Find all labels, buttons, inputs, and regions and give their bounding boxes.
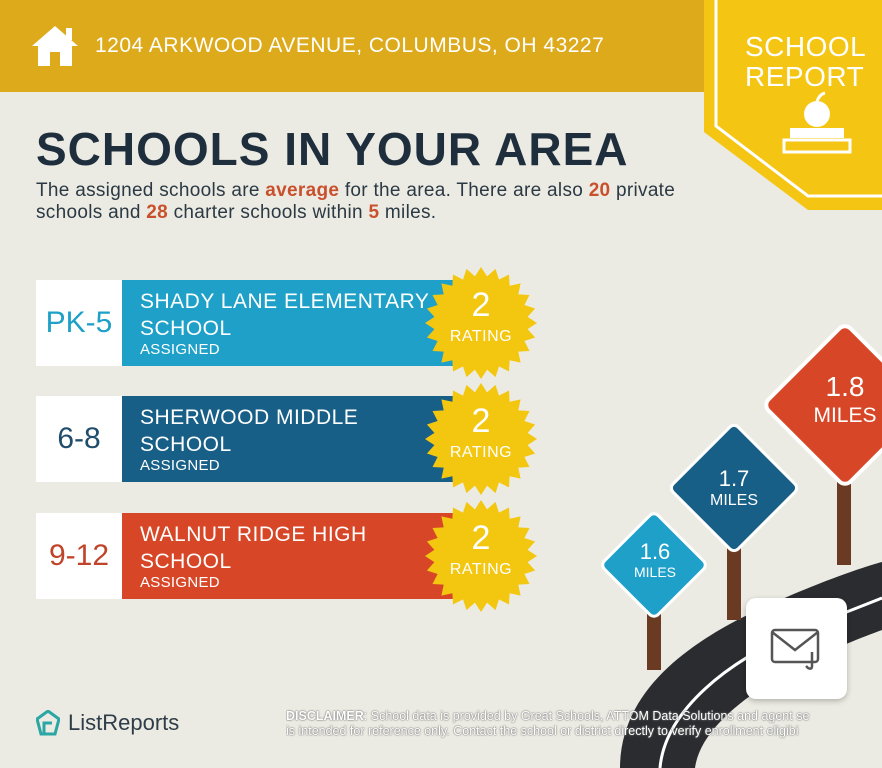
distance-label [694,466,774,510]
listreports-logo[interactable] [36,710,179,736]
charter-count: 28 [146,202,169,223]
disclaimer-label: DISCLAIMER [286,709,364,723]
property-address: 1204 ARKWOOD AVENUE, COLUMBUS, OH 43227 [95,34,605,57]
rating-value: 2 [471,402,491,440]
distance-label [800,370,882,428]
distance-value: 1.8 [825,371,865,402]
school-info [122,513,456,599]
school-info [122,396,456,482]
school-name: SHADY LANE ELEMENTARY SCHOOL [140,290,430,340]
school-status: ASSIGNED [140,457,220,474]
school-status: ASSIGNED [140,341,220,358]
school-row [36,280,456,366]
intro-part-3: private schools and [36,180,676,223]
logo-text: ListReports [68,710,180,735]
intro-part-4: charter schools within [168,202,369,223]
badge-line-1: SCHOOL [745,31,867,62]
mail-button[interactable] [746,598,847,699]
distance-unit: MILES [813,404,877,427]
rating-word: average [265,180,340,201]
grade-range-text: PK-5 [45,306,113,339]
disclaimer-line-2: is intended for reference only. Contact the school or district directly to verify enrollment eligibi [286,724,799,738]
school-name: SHERWOOD MIDDLE SCHOOL [140,406,359,456]
disclaimer-line-1: : School data is provided by Great Schools, ATTOM Data Solutions and agent se [363,709,810,723]
grade-range-text: 9-12 [48,539,110,572]
home-icon [30,24,80,68]
badge-line-2: REPORT [745,61,865,92]
grade-range [36,280,122,366]
rating-seal [424,382,538,496]
disclaimer [286,709,882,743]
rating-label: RATING [449,561,513,578]
intro-part-1: The assigned schools are [36,180,266,201]
intro-text [36,180,716,224]
mail-icon [770,628,824,670]
distance-unit: MILES [709,492,758,509]
rating-seal [424,499,538,613]
rating-value: 2 [471,286,491,324]
rating-label: RATING [449,328,513,345]
distance-unit: MILES [633,564,676,580]
listreports-logo-icon [36,710,60,736]
grade-range [36,513,122,599]
badge-label [745,32,882,92]
distance-value: 1.6 [639,539,671,564]
intro-part-5: miles. [379,202,437,223]
school-row [36,396,456,482]
intro-part-2: for the area. There are also [339,180,589,201]
grade-range-text: 6-8 [57,422,101,455]
rating-label: RATING [449,444,513,461]
school-status: ASSIGNED [140,574,220,591]
distance-label [619,540,691,580]
private-count: 20 [588,180,611,201]
school-name: WALNUT RIDGE HIGH SCHOOL [140,523,367,573]
page-title: SCHOOLS IN YOUR AREA [36,123,629,175]
rating-value: 2 [471,519,491,557]
rating-seal [424,266,538,380]
school-row [36,513,456,599]
radius-value: 5 [368,202,380,223]
distance-value: 1.7 [718,466,750,491]
grade-range [36,396,122,482]
school-info [122,280,456,366]
